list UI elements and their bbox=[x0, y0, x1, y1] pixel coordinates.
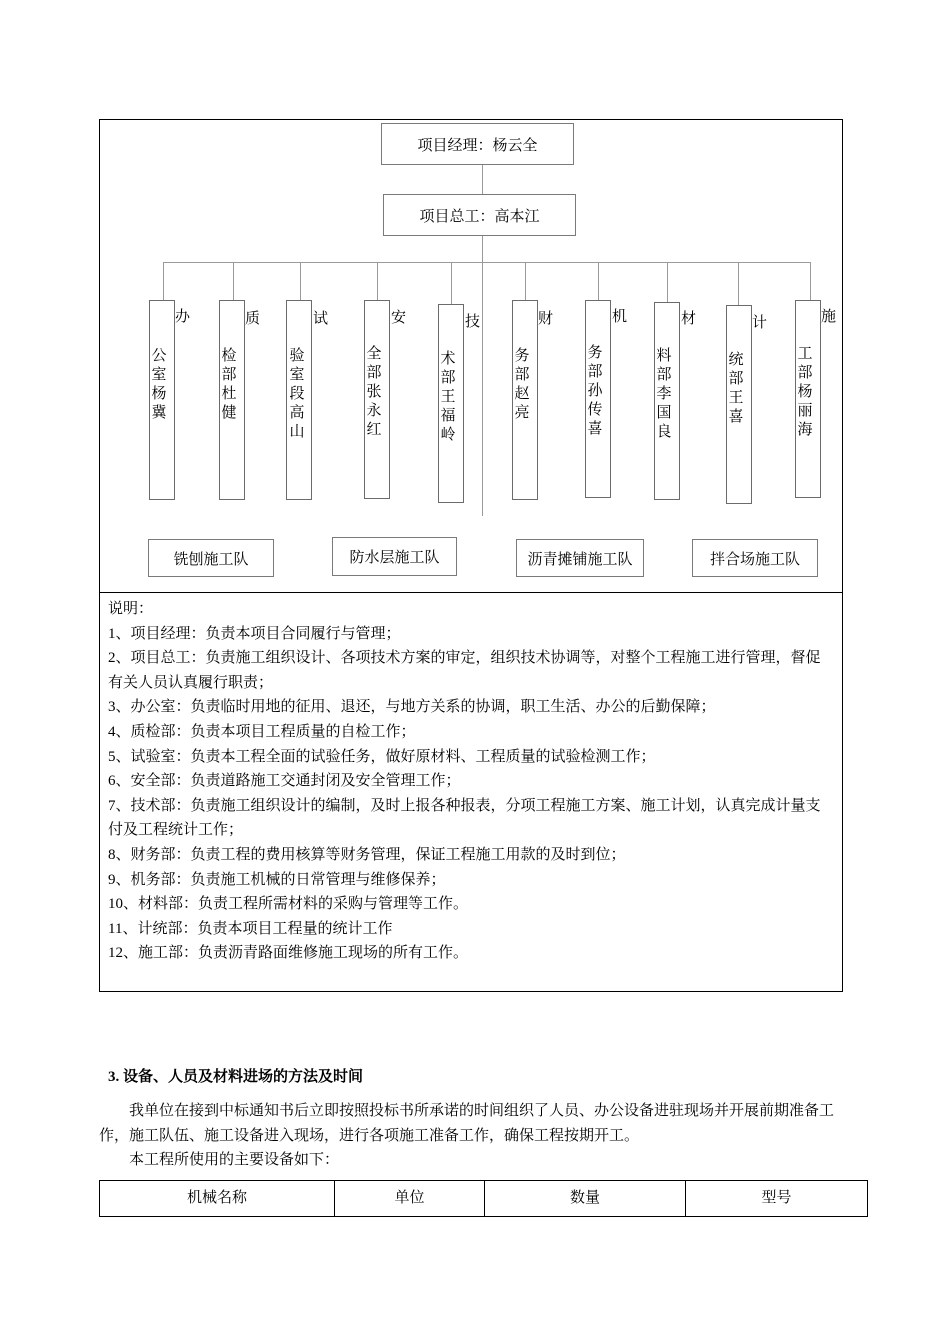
department-label: 术部王福岭 bbox=[440, 351, 456, 443]
team-box-milling bbox=[148, 539, 274, 577]
notes-section bbox=[108, 597, 834, 966]
team-box-mixing-plant bbox=[692, 539, 818, 577]
department-first-char: 计 bbox=[752, 315, 768, 331]
connector-trunk bbox=[482, 236, 483, 516]
department-first-char: 材 bbox=[681, 311, 697, 327]
notes-item: 12、施工部：负责沥青路面维修施工现场的所有工作。 bbox=[108, 945, 469, 962]
notes-item: 6、安全部：负责道路施工交通封闭及安全管理工作； bbox=[108, 773, 461, 790]
notes-item: 9、机务部：负责施工机械的日常管理与维修保养； bbox=[108, 871, 446, 888]
team-label: 拌合场施工队 bbox=[709, 551, 800, 568]
department-first-char: 财 bbox=[538, 311, 554, 327]
notes-item: 11、计统部：负责本项目工程量的统计工作 bbox=[108, 920, 393, 937]
connector-dept-9 bbox=[738, 262, 739, 305]
connector-dept-1 bbox=[163, 262, 164, 300]
connector-dept-7 bbox=[598, 262, 599, 300]
department-label: 检部杜健 bbox=[221, 348, 237, 421]
department-first-char: 施 bbox=[821, 309, 837, 325]
chief-engineer-box bbox=[383, 194, 576, 236]
notes-item: 7、技术部：负责施工组织设计的编制，及时上报各种报表，分项工程施工方案、施工计划，认真完成计量支付及工程统计工作； bbox=[108, 797, 821, 839]
notes-item: 5、试验室：负责本工程全面的试验任务，做好原材料、工程质量的试验检测工作； bbox=[108, 748, 656, 765]
section-paragraph: 我单位在接到中标通知书后立即按照投标书所承诺的时间组织了人员、办公设备进驻现场并开展前期准备工作，施工队伍、施工设备进入现场，进行各项施工准备工作，确保工程按期开工。 bbox=[99, 1103, 835, 1144]
connector-dept-5 bbox=[451, 262, 452, 304]
table-header-cell: 型号 bbox=[761, 1190, 792, 1206]
manager-box bbox=[381, 123, 574, 165]
department-first-char: 技 bbox=[465, 314, 481, 330]
team-box-waterproof bbox=[332, 537, 457, 576]
department-first-char: 质 bbox=[245, 311, 261, 327]
department-label: 务部赵亮 bbox=[514, 348, 530, 421]
department-first-char: 机 bbox=[612, 309, 628, 325]
connector-dept-3 bbox=[300, 262, 301, 300]
team-label: 沥青摊铺施工队 bbox=[527, 551, 633, 568]
notes-item: 1、项目经理：负责本项目合同履行与管理； bbox=[108, 625, 401, 642]
department-label: 料部李国良 bbox=[656, 348, 672, 440]
connector-dept-4 bbox=[377, 262, 378, 300]
notes-heading: 说明： bbox=[108, 601, 154, 617]
department-label: 统部王喜 bbox=[728, 352, 744, 425]
department-first-char: 试 bbox=[313, 311, 329, 327]
notes-item: 4、质检部：负责本项目工程质量的自检工作； bbox=[108, 723, 416, 740]
section-body bbox=[99, 1099, 851, 1173]
connector-dept-2 bbox=[233, 262, 234, 300]
department-label: 全部张永红 bbox=[366, 346, 382, 438]
connector-dept-10 bbox=[810, 262, 811, 300]
equipment-table-header bbox=[99, 1180, 868, 1217]
department-label: 工部杨丽海 bbox=[797, 346, 813, 438]
section-title: 3. 设备、人员及材料进场的方法及时间 bbox=[108, 1069, 364, 1085]
department-label: 公室杨冀 bbox=[151, 348, 167, 421]
department-label: 验室段高山 bbox=[289, 348, 305, 440]
notes-item: 10、材料部：负责工程所需材料的采购与管理等工作。 bbox=[108, 896, 469, 913]
table-header-cell: 数量 bbox=[485, 1181, 686, 1216]
manager-label: 项目经理：杨云全 bbox=[417, 137, 538, 154]
connector-manager-chief bbox=[482, 165, 483, 194]
team-box-asphalt-paving bbox=[516, 539, 644, 577]
department-label: 务部孙传喜 bbox=[587, 345, 603, 437]
connector-dept-8 bbox=[667, 262, 668, 302]
table-header-cell: 单位 bbox=[335, 1181, 485, 1216]
team-label: 铣刨施工队 bbox=[173, 551, 249, 568]
notes-item: 8、财务部：负责工程的费用核算等财务管理，保证工程施工用款的及时到位； bbox=[108, 846, 626, 863]
notes-item: 2、项目总工：负责施工组织设计、各项技术方案的审定，组织技术协调等，对整个工程施工进行管理，督促有关人员认真履行职责； bbox=[108, 650, 821, 691]
section-intro: 本工程所使用的主要设备如下： bbox=[129, 1152, 340, 1168]
connector-dept-6 bbox=[525, 262, 526, 300]
department-first-char: 办 bbox=[175, 309, 191, 325]
chief-engineer-label: 项目总工：高本江 bbox=[419, 208, 540, 225]
team-label: 防水层施工队 bbox=[349, 550, 440, 566]
frame-divider bbox=[99, 592, 843, 593]
connector-horizontal-bus bbox=[163, 262, 811, 263]
department-first-char: 安 bbox=[391, 310, 407, 326]
table-header-cell: 机械名称 bbox=[100, 1181, 335, 1216]
notes-item: 3、办公室：负责临时用地的征用、退还，与地方关系的协调，职工生活、办公的后勤保障； bbox=[108, 699, 716, 716]
